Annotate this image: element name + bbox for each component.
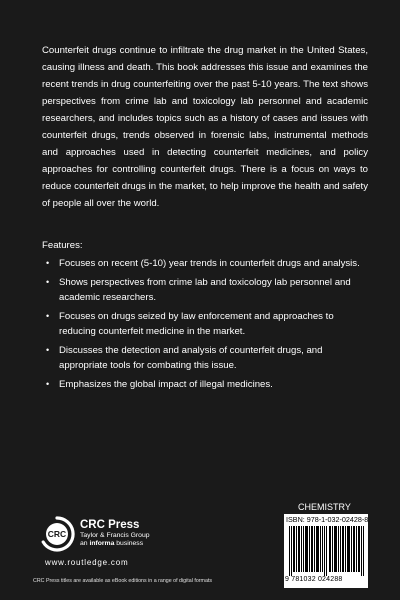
isbn-barcode	[284, 514, 368, 588]
publisher-name: CRC Press	[80, 519, 140, 531]
feature-text: Focuses on recent (5-10) year trends in counterfeit drugs and analysis.	[59, 258, 360, 269]
feature-text: Discusses the detection and analysis of counterfeit drugs, and appropriate tools for combating this issue.	[59, 344, 323, 371]
bullet-icon: •	[46, 378, 50, 389]
tagline-prefix: an	[80, 540, 88, 547]
publisher-group: Taylor & Francis Group	[80, 532, 150, 539]
list-item	[46, 256, 364, 272]
publisher-website: www.routledge.com	[45, 558, 129, 567]
ebook-note: CRC Press titles are available as eBook editions in a range of digital formats	[33, 578, 213, 584]
list-item	[46, 377, 364, 393]
barcode-icon	[289, 526, 365, 576]
isbn-number: ISBN: 978-1-032-02428-8	[286, 515, 368, 524]
crc-press-logo-icon	[38, 515, 76, 553]
feature-text: Focuses on drugs seized by law enforcement and approaches to reducing counterfeit medicine in the market.	[59, 310, 334, 337]
features-heading: Features:	[42, 240, 83, 251]
tagline-suffix: business	[116, 540, 144, 547]
publisher-tagline	[80, 540, 150, 548]
features-list	[46, 256, 364, 395]
subject-category: CHEMISTRY	[298, 502, 351, 512]
tagline-brand: informa	[89, 540, 115, 547]
list-item	[46, 275, 364, 306]
feature-text: Shows perspectives from crime lab and toxicology lab personnel and academic researchers.	[59, 276, 351, 303]
bullet-icon: •	[46, 258, 50, 268]
list-item	[46, 343, 364, 374]
publisher-info	[80, 519, 150, 548]
book-description: Counterfeit drugs continue to infiltrate the drug market in the United States, causing illness and death. This book addresses this issue and examines the recent trends in drug counterfeiting over the past 5-10 years. The text shows perspectives from crime lab and toxicology lab personnel and academic researchers, and includes topics such as a history of cases and issues with counterfeit drugs, trends observed in forensic labs, instrumental methods and approaches used in detecting counterfeit medicines, and policy approaches for controlling counterfeit drugs. There is a focus on ways to reduce counterfeit drugs in the market, to help improve the health and safety of people all over the world.	[42, 45, 368, 209]
logo-text: CRC	[47, 529, 67, 540]
bullet-icon: •	[46, 310, 50, 321]
bullet-icon: •	[46, 344, 50, 355]
list-item	[46, 309, 364, 340]
feature-text: Emphasizes the global impact of illegal medicines.	[59, 378, 273, 390]
bullet-icon: •	[46, 276, 50, 287]
barcode-digits: 9 781032 024288	[285, 576, 343, 583]
